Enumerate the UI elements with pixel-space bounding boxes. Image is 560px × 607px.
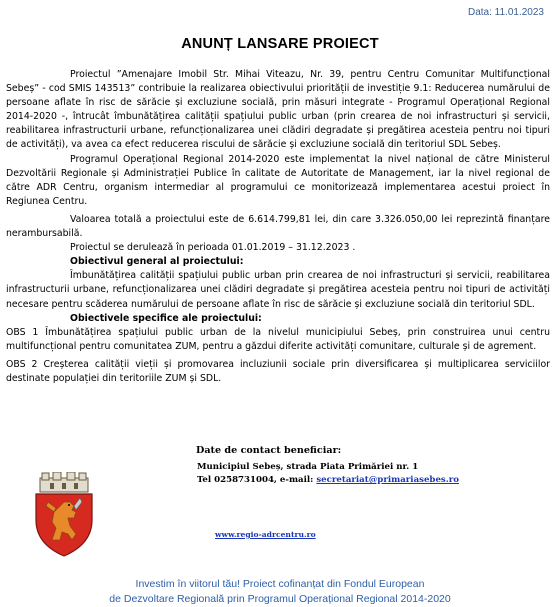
specific-objective-2: OBS 2 Creșterea calității vieții și promovarea incluziunii sociale prin diversificarea și multiplicarea serviciilor destinate populației din teritoriile ZUM și SDL. <box>6 358 550 384</box>
document-body <box>6 68 550 386</box>
paragraph-project-period: Proiectul se derulează în perioada 01.01.2019 – 31.12.2023 . <box>70 242 356 254</box>
sebes-coat-of-arms-icon <box>30 472 98 558</box>
footer-line-1: Investim în viitorul tău! Proiect cofinanțat din Fondul European <box>135 578 425 590</box>
contact-heading: Date de contact beneficiar: <box>196 445 342 456</box>
specific-objectives-heading: Obiectivele specifice ale proiectului: <box>70 312 262 324</box>
contact-address: Municipiul Sebeș, strada Piata Primăriei nr. 1 <box>197 462 419 472</box>
footer-text <box>0 577 560 607</box>
contact-block <box>196 444 459 487</box>
document-title: ANUNȚ LANSARE PROIECT <box>181 36 379 52</box>
contact-phone-email <box>196 474 459 487</box>
footer-line-2: de Dezvoltare Regională prin Programul Operațional Regional 2014-2020 <box>109 593 451 605</box>
document-date: Data: 11.01.2023 <box>468 7 544 18</box>
website-link[interactable]: www.regio-adrcentru.ro <box>215 530 316 539</box>
contact-phone: Tel 0258731004, e-mail: <box>197 475 317 485</box>
paragraph-project-intro: Proiectul ”Amenajare Imobil Str. Mihai Viteazu, Nr. 39, pentru Centru Comunitar Multifuncțional Sebeș” - cod SMIS 143513” contribuie la realizarea obiectivului priorității de investiție 9.1: Reducerea numărului de persoane aflate în risc de sărăcie și excluziune socială, prin măsuri integrate - Programul Operațional Regional 2014-2020 -, întrucât îmbunătățirea calității spațiului public urban (prin crearea de noi infrastructuri și servicii, reabilitarea infrastructurii urbane, refuncționalizarea unei clădiri degradate și pregătirea acesteia pentru noi tipuri de activități), va avea ca efect reducerea riscului de sărăcie și excluziune socială din teritoriul SDL Sebeș. <box>6 69 550 151</box>
paragraph-program-info: Programul Operațional Regional 2014-2020 este implementat la nivel național de către Ministerul Dezvoltării Regionale și Administrației Publice în calitate de Autoritate de Management, iar la nivel regional de către ADR Centru, organism intermediar al programului ce monitorizează implementarea acestui proiect în Regiunea Centru. <box>6 153 550 207</box>
general-objective-text: Îmbunătățirea calității spațiului public urban prin crearea de noi infrastructuri și servicii, reabilitarea infrastructurii urbane, refuncționalizarea unei clădiri degradate și pregătirea acesteia pentru noi tipuri de activități necesare pentru scăderea numărului de persoane aflate în risc de sărăcie și excluziune socială din teritoriul SDL. <box>6 270 550 310</box>
specific-objective-1: OBS 1 Îmbunătățirea spațiului public urban de la nivelul municipiului Sebeș, prin construirea unui centru multifuncțional pentru comunitatea ZUM, pentru a găzdui diferite activități comunitare, culturale și de agrement. <box>6 326 550 352</box>
paragraph-project-value: Valoarea totală a proiectului este de 6.614.799,81 lei, din care 3.326.050,00 lei reprezintă finanțare nerambursabilă. <box>6 213 550 240</box>
contact-email-link[interactable]: secretariat@primariasebes.ro <box>316 475 460 485</box>
general-objective-heading: Obiectivul general al proiectului: <box>70 256 244 268</box>
